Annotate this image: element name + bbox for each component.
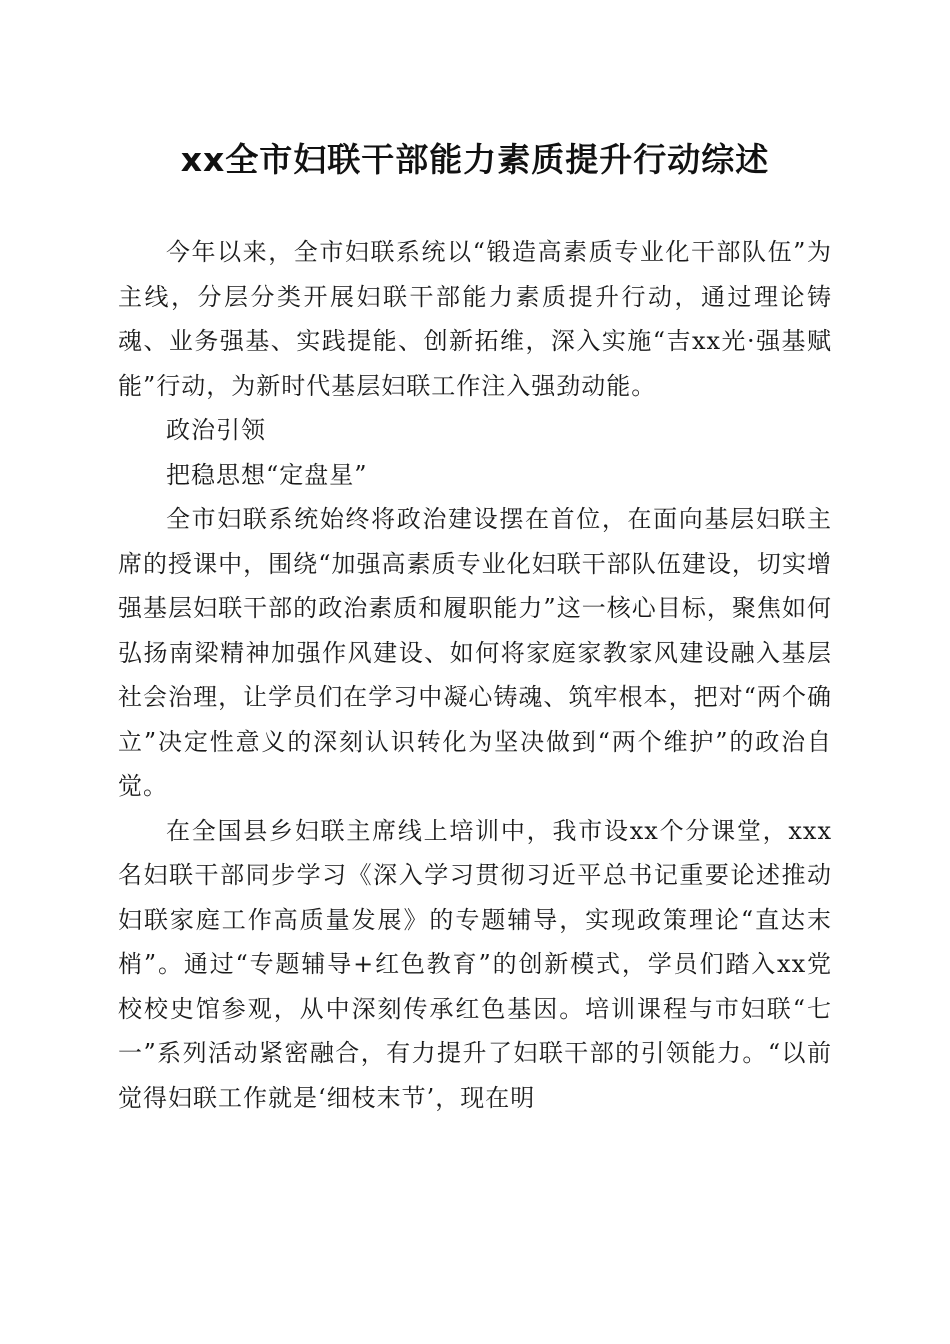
section-subheading: 把稳思想“定盘星” (166, 460, 368, 489)
intro-paragraph: 今年以来，全市妇联系统以“锻造高素质专业化干部队伍”为主线，分层分类开展妇联干部能力素质提升行动，通过理论铸魂、业务强基、实践提能、创新拓维，深入实施“吉xx光·强基赋能”行动，为新时代基层妇联工作注入强劲动能。 (118, 238, 832, 400)
document-title: xx全市妇联干部能力素质提升行动综述 (180, 140, 770, 179)
document-page (118, 0, 832, 1344)
section-heading: 政治引领 (166, 416, 266, 444)
body-paragraph: 全市妇联系统始终将政治建设摆在首位，在面向基层妇联主席的授课中，围绕“加强高素质专业化妇联干部队伍建设，切实增强基层妇联干部的政治素质和履职能力”这一核心目标，聚焦如何弘扬南梁精神加强作风建设、如何将家庭家教家风建设融入基层社会治理，让学员们在学习中凝心铸魂、筑牢根本，把对“两个确立”决定性意义的深刻认识转化为坚决做到“两个维护”的政治自觉。 (118, 505, 832, 800)
body-paragraph: 在全国县乡妇联主席线上培训中，我市设xx个分课堂，xxx名妇联干部同步学习《深入学习贯彻习近平总书记重要论述推动妇联家庭工作高质量发展》的专题辅导，实现政策理论“直达末梢”。通过“专题辅导+红色教育”的创新模式，学员们踏入xx党校校史馆参观，从中深刻传承红色基因。培训课程与市妇联“七一”系列活动紧密融合，有力提升了妇联干部的引领能力。“以前觉得妇联工作就是‘细枝末节’，现在明 (118, 816, 832, 1112)
document-body (118, 230, 832, 1120)
